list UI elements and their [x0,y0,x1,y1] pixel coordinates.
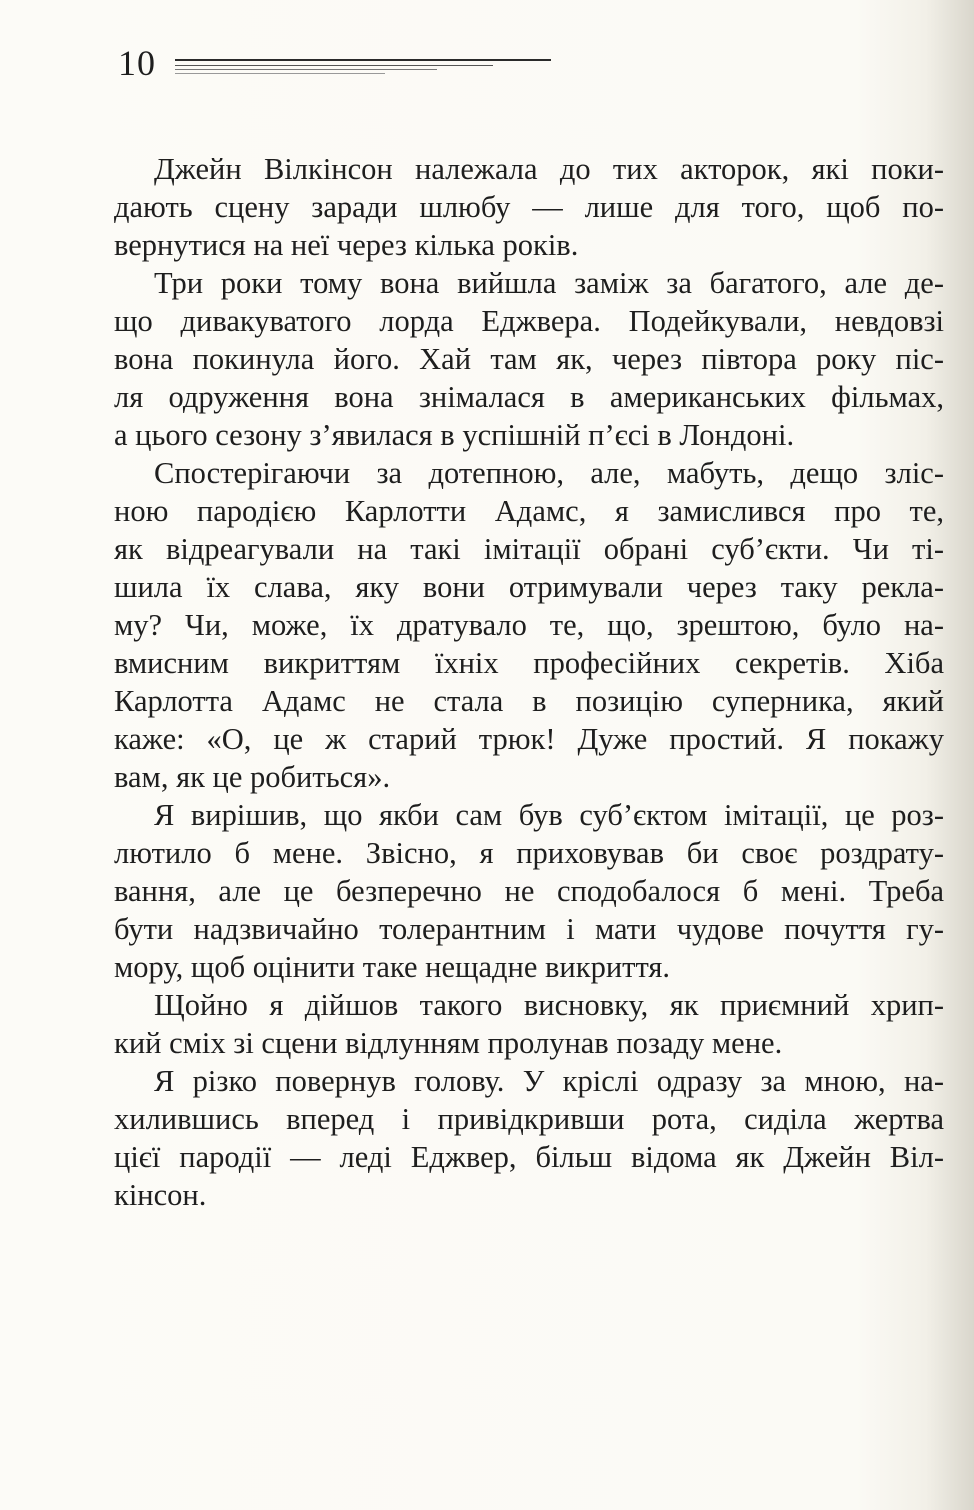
text-line: Карлотта Адамс не стала в позицію суперника, який [114,684,944,718]
header-rule [175,59,551,61]
text-line: бути надзвичайно толерантним і мати чудове почуття гу- [114,912,944,946]
text-line: вання, але це безперечно не сподобалося б мені. Треба [114,874,944,908]
header-rule [175,73,385,74]
text-line: Я вирішив, що якби сам був суб’єктом імітації, це роз- [154,798,944,832]
text-line: каже: «О, це ж старий трюк! Дуже простий. Я покажу [114,722,944,756]
page-number: 10 [118,43,156,83]
text-line: Джейн Вілкінсон належала до тих акторок, які поки- [154,152,944,186]
text-line: що дивакуватого лорда Еджвера. Подейкували, невдовзі [114,304,944,338]
page-header [118,38,558,88]
text-line: му? Чи, може, їх дратувало те, що, зрештою, було на- [114,608,944,642]
text-line: шила їх слава, яку вони отримували через таку рекла- [114,570,944,604]
text-line: хилившись вперед і привідкривши рота, сиділа жертва [114,1102,944,1136]
text-line: цієї пародії — леді Еджвер, більш відома як Джейн Віл- [114,1140,944,1174]
text-line: дають сцену заради шлюбу — лише для того, щоб по- [114,190,944,224]
text-line: Щойно я дійшов такого висновку, як приємний хрип- [154,988,944,1022]
text-line: Я різко повернув голову. У кріслі одразу за мною, на- [154,1064,944,1098]
text-line: як відреагували на такі імітації обрані суб’єкти. Чи ті- [114,532,944,566]
body-text [114,150,944,1214]
text-line: ною пародією Карлотти Адамс, я замислився про те, [114,494,944,528]
text-line: мору, щоб оцінити таке нещадне викриття. [114,950,671,984]
text-line: вона покинула його. Хай там як, через півтора року піс- [114,342,944,376]
text-line: Спостерігаючи за дотепною, але, мабуть, дещо зліс- [154,456,944,490]
text-line: кінсон. [114,1178,207,1212]
header-rule [175,65,493,66]
text-line: вмисним викриттям їхніх професійних секретів. Хіба [114,646,944,680]
header-rule [175,69,437,70]
text-line: кий сміх зі сцени відлунням пролунав позаду мене. [114,1026,783,1060]
text-line: вернутися на неї через кілька років. [114,228,579,262]
text-line: Три роки тому вона вийшла заміж за багатого, але де- [154,266,944,300]
text-line: ля одруження вона знімалася в американських фільмах, [114,380,944,414]
text-line: а цього сезону з’явилася в успішній п’єсі в Лондоні. [114,418,795,452]
text-line: вам, як це робиться». [114,760,391,794]
text-line: лютило б мене. Звісно, я приховував би своє роздрату- [114,836,944,870]
